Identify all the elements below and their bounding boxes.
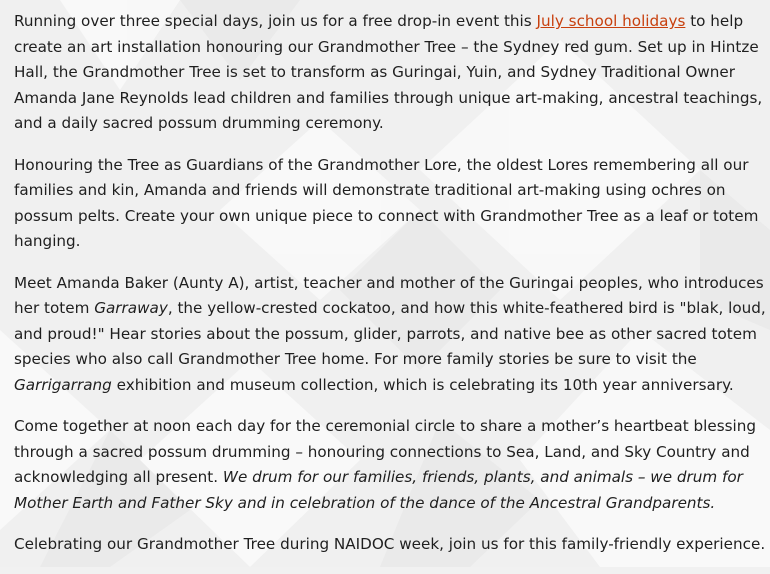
intro-text-end: to help create an art installation honouring our Grandmother Tree – the Sydney red gum. Set up in Hintze Hall, the Grandmother Tree is set to transform as Guringai, Yuin, and Sydney Traditional Owner Amanda Jane Reynolds lead children and families through unique art-making, ancestral teachings, and a daily sacred possum drumming ceremony. bbox=[14, 12, 763, 132]
intro-text-start: Running over three special days, join us for a free drop-in event this bbox=[14, 12, 537, 30]
garrigarrang-italic: Garrigarrang bbox=[14, 375, 112, 394]
july-school-holidays-link[interactable]: July school holidays bbox=[536, 12, 686, 30]
garraway-italic: Garraway bbox=[94, 299, 168, 317]
meet-text-part1: Meet Amanda Baker (Aunty A), artist, teacher and mother of the Guringai peoples, who introduces her totem bbox=[14, 273, 764, 317]
article-body bbox=[14, 9, 766, 574]
paragraph-naidoc bbox=[14, 532, 766, 558]
paragraph-intro bbox=[14, 9, 766, 137]
paragraph-ceremony bbox=[14, 414, 766, 516]
ceremony-italic: We drum for our families, friends, plants, and animals – we drum for Mother Earth and Father Sky and in celebration of the dance of the Ancestral Grandparents. bbox=[14, 468, 743, 512]
ceremony-text: Come together at noon each day for the ceremonial circle to share a mother’s heartbeat blessing through a sacred possum drumming – honouring connections to Sea, Land, and Sky Country and acknowledging all present. bbox=[14, 417, 756, 486]
honouring-text: Honouring the Tree as Guardians of the Grandmother Lore, the oldest Lores remembering all our families and kin, Amanda and friends will demonstrate traditional art-making using ochres on possum pelts. Create your own unique piece to connect with Grandmother Tree as a leaf or totem hanging. bbox=[14, 155, 759, 250]
meet-text-part3: exhibition and museum collection, which is celebrating its 10th year anniversary. bbox=[111, 375, 734, 394]
meet-text-part2: , the yellow-crested cockatoo, and how this white-feathered bird is "blak, loud, and proud!" Hear stories about the possum, glider, parrots, and native bee as other sacred totem species who also call Grandmother Tree home. For more family stories be sure to visit the bbox=[14, 299, 766, 368]
paragraph-meet-amanda bbox=[14, 271, 766, 399]
naidoc-text: Celebrating our Grandmother Tree during NAIDOC week, join us for this family-friendly experience. bbox=[14, 535, 766, 553]
paragraph-honouring bbox=[14, 153, 766, 255]
